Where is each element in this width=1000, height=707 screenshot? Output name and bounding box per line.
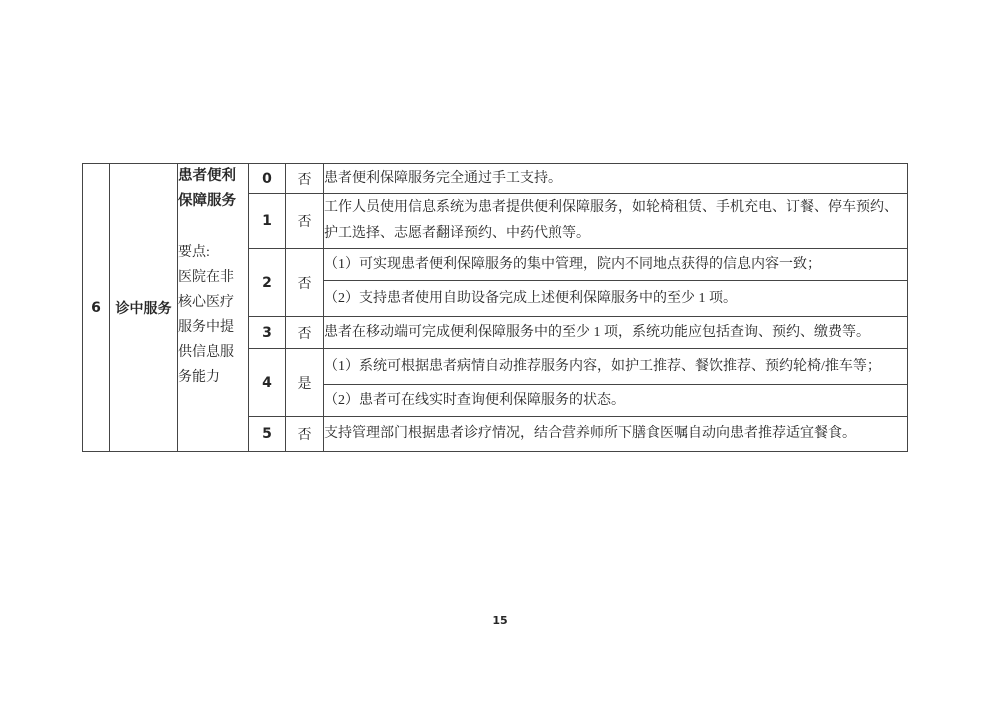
description-cell <box>324 249 908 281</box>
applicable-cell <box>286 317 324 349</box>
level-value: 4 <box>262 374 272 391</box>
level-cell <box>249 194 286 249</box>
description-cell <box>324 417 908 452</box>
level-cell <box>249 164 286 194</box>
applicable-value: 否 <box>297 215 312 230</box>
description-cell <box>324 385 908 417</box>
level-cell <box>249 417 286 452</box>
applicable-cell <box>286 164 324 194</box>
description-cell <box>324 164 908 194</box>
description-text: 患者在移动端可完成便利保障服务中的至少 1 项，系统功能应包括查询、预约、缴费等。 <box>324 324 870 340</box>
service-cell <box>178 164 249 452</box>
level-value: 0 <box>262 170 272 187</box>
category-cell <box>110 164 178 452</box>
applicable-value: 否 <box>297 276 312 292</box>
category-label: 诊中服务 <box>115 301 172 317</box>
description-text: （2）支持患者使用自助设备完成上述便利保障服务中的至少 1 项。 <box>324 290 737 306</box>
description-cell <box>324 281 908 317</box>
applicable-value: 否 <box>297 326 312 342</box>
level-cell <box>249 317 286 349</box>
level-value: 1 <box>262 213 272 229</box>
service-title-line: 保障服务 <box>178 193 236 209</box>
group-index: 6 <box>91 299 101 316</box>
description-cell <box>324 349 908 385</box>
service-note <box>178 240 248 390</box>
description-text: 患者便利保障服务完全通过手工支持。 <box>324 170 562 186</box>
service-title-line: 患者便利 <box>178 168 236 184</box>
applicable-cell <box>286 249 324 317</box>
group-index-cell <box>83 164 110 452</box>
applicable-cell <box>286 194 324 249</box>
applicable-value: 是 <box>297 376 312 392</box>
level-value: 2 <box>262 274 272 291</box>
service-title <box>178 164 248 214</box>
description-text: （1）可实现患者便利保障服务的集中管理，院内不同地点获得的信息内容一致； <box>324 256 821 272</box>
description-text: （2）患者可在线实时查询便利保障服务的状态。 <box>324 392 625 408</box>
description-cell <box>324 317 908 349</box>
description-text: 支持管理部门根据患者诊疗情况，结合营养师所下膳食医嘱自动向患者推荐适宜餐食。 <box>324 426 856 441</box>
applicable-value: 否 <box>297 172 312 188</box>
description-text: （1）系统可根据患者病情自动推荐服务内容，如护工推荐、餐饮推荐、预约轮椅/推车等； <box>324 358 881 374</box>
level-value: 5 <box>262 426 272 442</box>
service-note-line: 供信息服 <box>178 345 234 360</box>
service-note-line: 医院在非 <box>178 270 234 285</box>
description-text: 工作人员使用信息系统为患者提供便利保障服务，如轮椅租赁、手机充电、订餐、停车预约、护工选择、志愿者翻译预约、中药代煎等。 <box>324 200 898 241</box>
applicable-cell <box>286 349 324 417</box>
table-row <box>83 164 908 194</box>
service-note-line: 要点: <box>178 245 210 260</box>
level-cell <box>249 349 286 417</box>
applicable-cell <box>286 417 324 452</box>
description-cell <box>324 194 908 249</box>
service-evaluation-table <box>82 163 908 452</box>
level-cell <box>249 249 286 317</box>
applicable-value: 否 <box>297 428 312 443</box>
service-note-line: 务能力 <box>178 370 220 385</box>
service-note-line: 核心医疗 <box>178 295 234 310</box>
page-number: 15 <box>492 614 508 627</box>
level-value: 3 <box>262 324 272 341</box>
service-note-line: 服务中提 <box>178 320 234 335</box>
